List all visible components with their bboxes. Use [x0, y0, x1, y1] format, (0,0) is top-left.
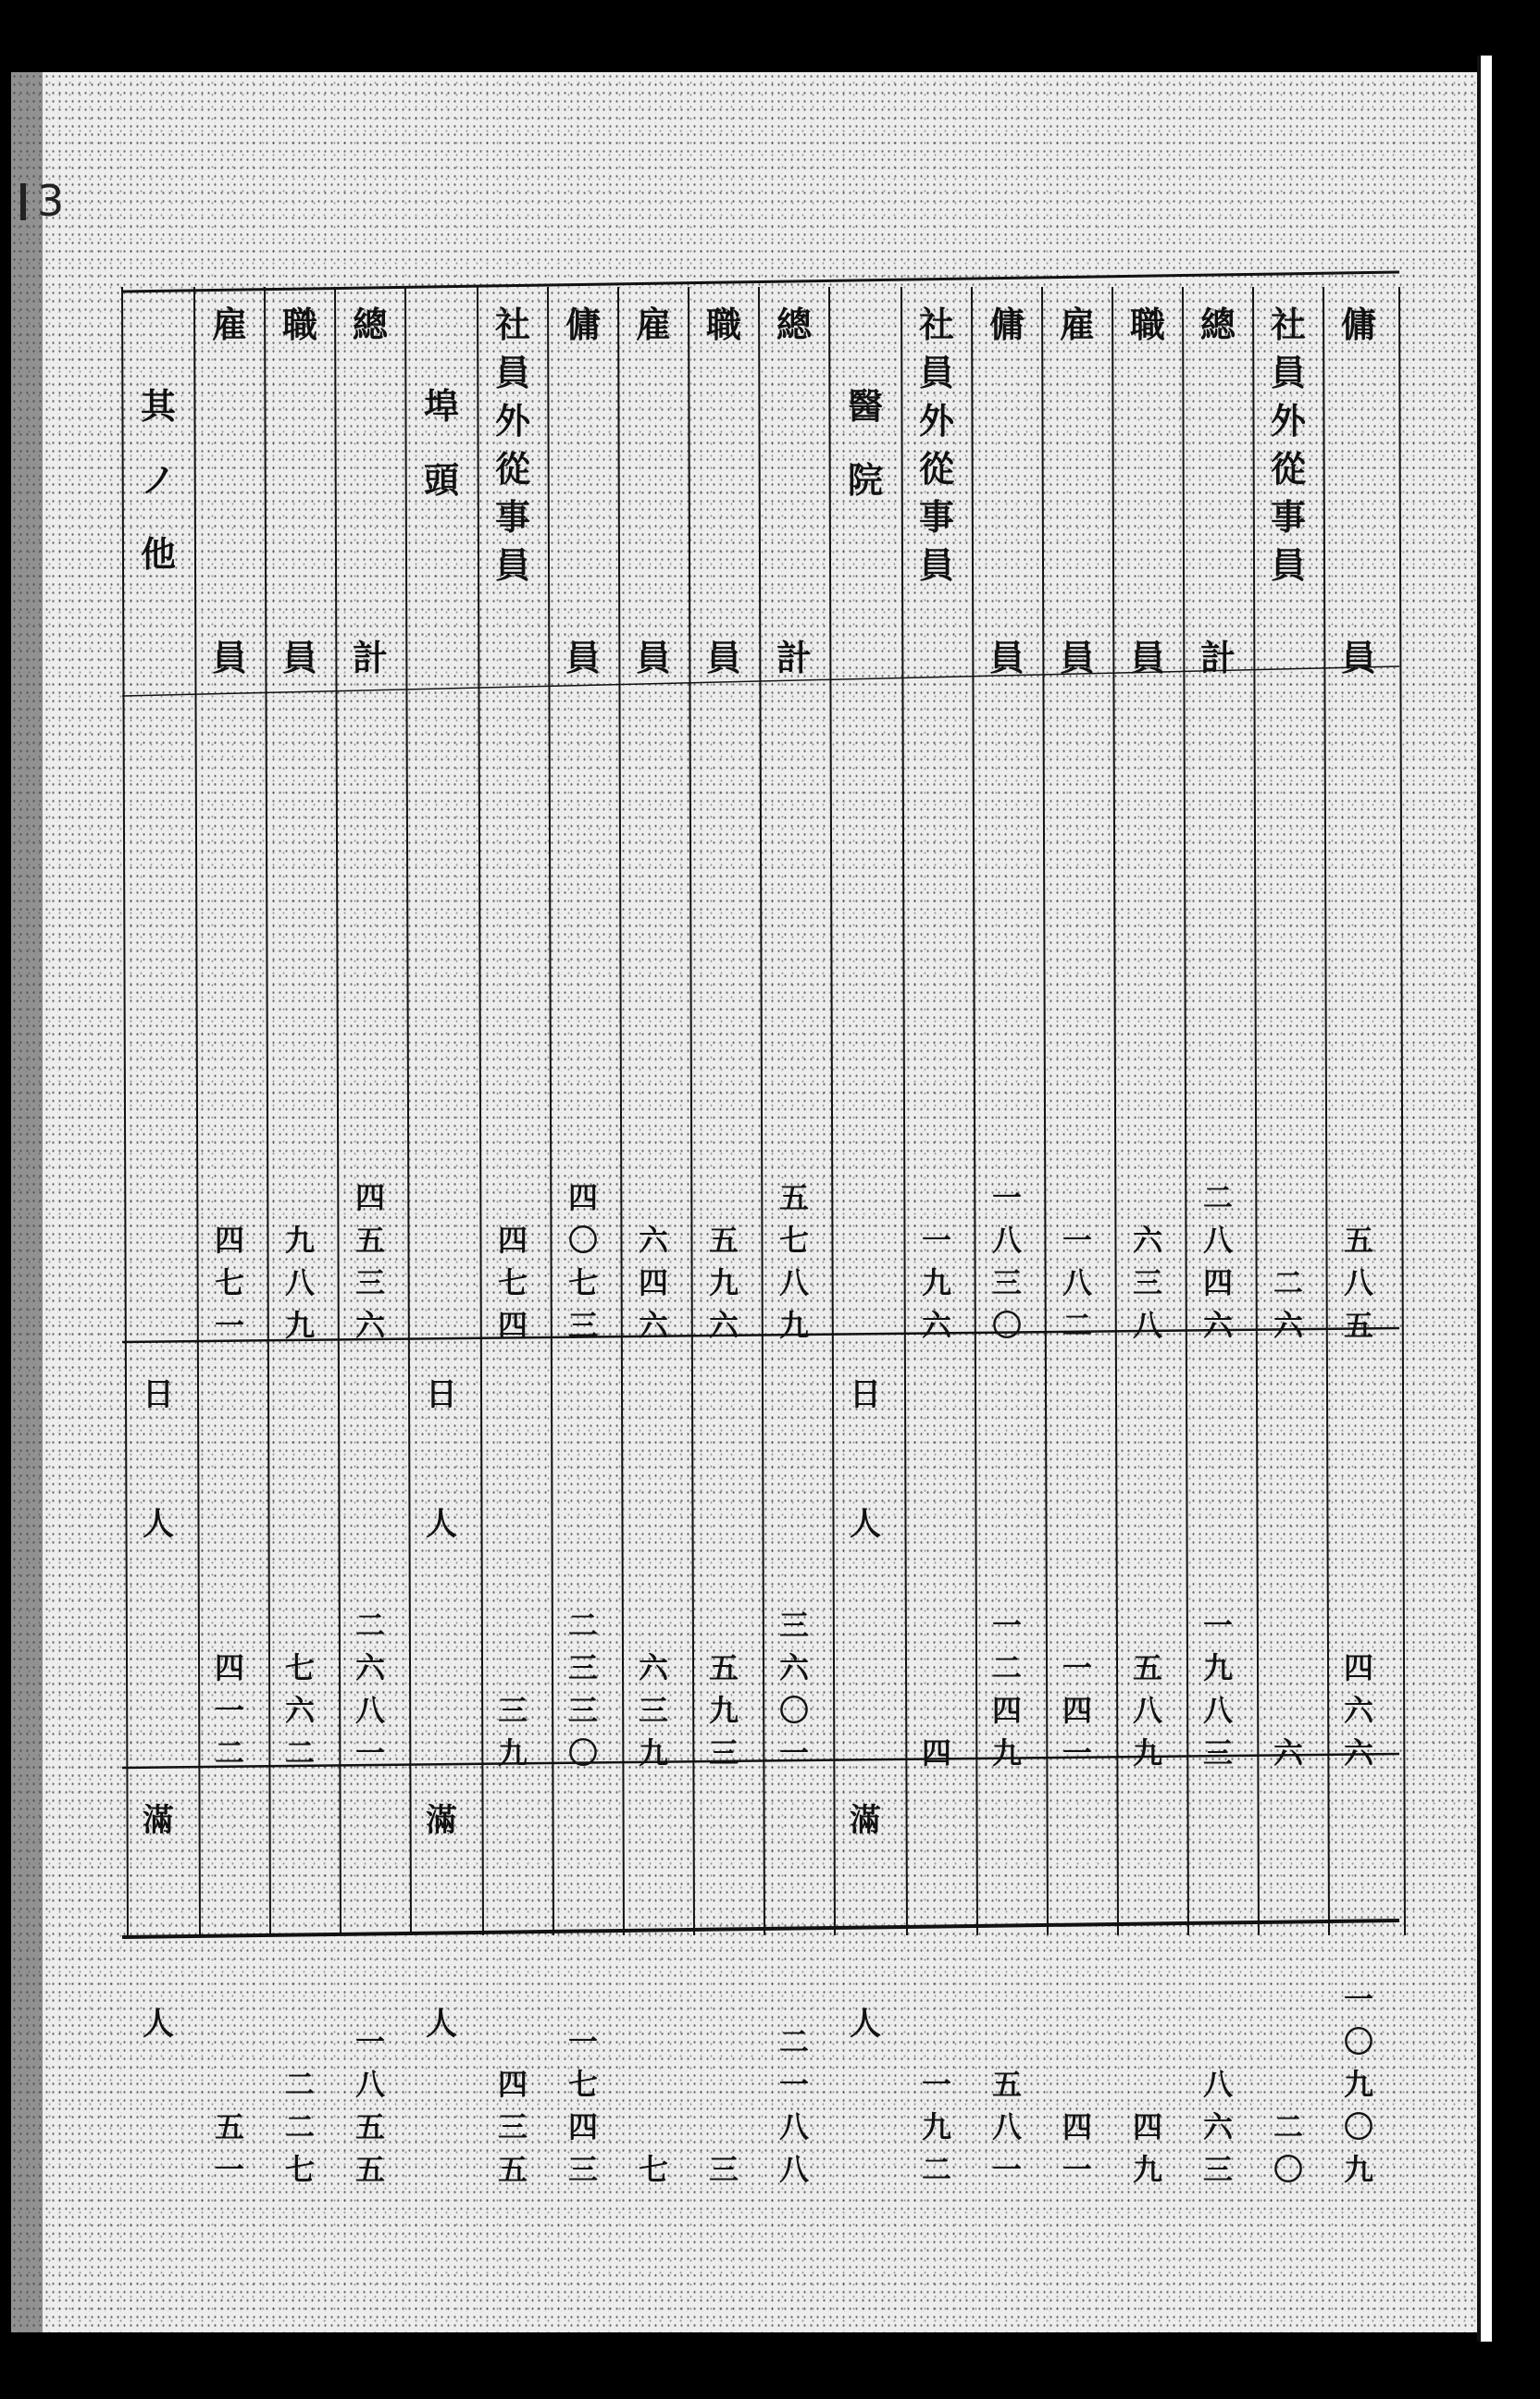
char: 滿 [143, 1802, 174, 1839]
table-cell [1323, 1782, 1394, 2203]
char: 日 [426, 1376, 457, 1413]
char: 雇 [635, 304, 671, 345]
char: 六 [638, 1223, 668, 1258]
page-edge-shadow [11, 72, 43, 2332]
char: 一 [1062, 1223, 1092, 1258]
table-cell [265, 1782, 335, 2203]
char: 六 [1202, 1308, 1233, 1343]
char: 員 [705, 637, 741, 678]
char: 六 [1343, 1693, 1373, 1728]
char: 一 [1343, 1982, 1373, 2017]
char: 〇 [991, 1308, 1022, 1343]
char: 〇 [567, 1735, 598, 1771]
char: 人 [850, 2006, 881, 2043]
table-column [972, 268, 1042, 2187]
char: 四 [567, 2109, 598, 2144]
char: 三 [567, 2152, 598, 2187]
column-header [689, 268, 759, 694]
char: 五 [214, 2109, 244, 2144]
char: 社 [1270, 304, 1306, 345]
char: 八 [778, 2152, 809, 2187]
region-label [122, 1506, 194, 1543]
char: 二 [991, 1650, 1022, 1685]
page-number-mark [20, 183, 26, 220]
char: 五 [778, 1180, 809, 1215]
table-cell [1183, 1782, 1253, 2203]
char: 員 [281, 637, 317, 678]
char: 職 [705, 304, 741, 345]
region-label [405, 2006, 478, 2043]
char: 頭 [423, 459, 459, 501]
char: 八 [1202, 1223, 1233, 1258]
char: 人 [850, 1506, 881, 1543]
char: 一 [778, 1735, 809, 1771]
char: 三 [497, 1693, 528, 1728]
char: 人 [426, 1506, 457, 1543]
char: 八 [778, 2109, 809, 2144]
char: 四 [1132, 2109, 1162, 2144]
char: 從 [494, 448, 530, 490]
char: 八 [1062, 1265, 1092, 1300]
char: 外 [918, 400, 954, 441]
region-label [829, 1802, 901, 1839]
char: 傭 [1340, 304, 1376, 345]
char: 九 [921, 1265, 951, 1300]
char: 員 [1340, 637, 1376, 678]
char: 七 [638, 2152, 668, 2187]
char: 一 [214, 2152, 244, 2187]
char: 五 [708, 1223, 739, 1258]
char: 四 [991, 1693, 1022, 1728]
table-cell [618, 1782, 689, 2203]
char: ノ [140, 459, 176, 501]
char: 日 [143, 1376, 174, 1413]
table-cell [972, 694, 1042, 1351]
char: 一 [1062, 2152, 1092, 2187]
table-column [335, 268, 405, 2187]
char: 五 [354, 1223, 385, 1258]
char: 八 [1132, 1693, 1162, 1728]
region-label [829, 1506, 901, 1543]
char: 九 [1132, 1735, 1162, 1771]
char: 員 [918, 352, 954, 393]
char: 職 [1129, 304, 1165, 345]
char: 六 [638, 1650, 668, 1685]
char: 四 [214, 1650, 244, 1685]
table-cell [901, 1356, 972, 1777]
char: 六 [921, 1308, 951, 1343]
char: 人 [426, 2006, 457, 2043]
table-cell [548, 1782, 618, 2203]
char: 八 [354, 1693, 385, 1728]
char: 八 [1202, 2067, 1233, 2102]
char: 事 [494, 496, 530, 538]
char: 雇 [211, 304, 247, 345]
table-cell [194, 694, 265, 1351]
region-label [829, 1376, 901, 1413]
char: 員 [1129, 637, 1165, 678]
char: 計 [1199, 637, 1236, 678]
char: 四 [214, 1223, 244, 1258]
table-cell [1042, 1782, 1112, 2203]
char: 一 [354, 2024, 385, 2059]
char: 九 [921, 2109, 951, 2144]
char: 傭 [565, 304, 601, 345]
char: 一 [354, 1735, 385, 1771]
region-label [405, 1376, 478, 1413]
char: 滿 [426, 1802, 457, 1839]
table-cell [265, 694, 335, 1351]
char: 五 [354, 2152, 385, 2187]
char: 一 [1202, 1608, 1233, 1643]
char: 三 [1202, 2152, 1233, 2187]
column-header [478, 268, 548, 694]
char: 二 [1273, 2109, 1303, 2144]
char: 八 [354, 2067, 385, 2102]
char: 七 [284, 2152, 315, 2187]
page-number: 3 [37, 176, 65, 226]
table-cell [335, 1356, 405, 1777]
table-column [548, 268, 618, 2187]
char: 總 [776, 304, 812, 345]
char: 三 [567, 1693, 598, 1728]
char: 七 [567, 1265, 598, 1300]
char: 三 [638, 1693, 668, 1728]
region-label [122, 2006, 194, 2043]
char: 外 [1270, 400, 1306, 441]
char: 三 [708, 1735, 739, 1771]
char: 計 [352, 637, 388, 678]
table-cell [478, 1782, 548, 2203]
section-title [122, 385, 194, 611]
char: 九 [497, 1735, 528, 1771]
char: 九 [1343, 2067, 1373, 2102]
char: 醫 [847, 385, 883, 427]
table-cell [689, 694, 759, 1351]
region-label [405, 1802, 478, 1839]
char: 社 [918, 304, 954, 345]
region-label [829, 2006, 901, 2043]
char: 二 [284, 2067, 315, 2102]
char: 九 [778, 1308, 809, 1343]
table-cell [194, 1356, 265, 1777]
table-cell [1112, 1356, 1183, 1777]
char: 二 [1202, 1180, 1233, 1215]
char: 三 [497, 2109, 528, 2144]
char: 二 [921, 2152, 951, 2187]
table-cell [759, 1356, 829, 1777]
char: 其 [140, 385, 176, 427]
char: 員 [494, 544, 530, 586]
char: 三 [567, 1650, 598, 1685]
char: 四 [567, 1180, 598, 1215]
char: 人 [143, 1506, 174, 1543]
table-cell [1042, 1356, 1112, 1777]
table-cell [901, 1782, 972, 2203]
column-header [1183, 268, 1253, 694]
char: 九 [284, 1308, 315, 1343]
table-cell [1183, 694, 1253, 1351]
char: 四 [1202, 1265, 1233, 1300]
char: 〇 [778, 1693, 809, 1728]
table-cell [618, 694, 689, 1351]
char: 員 [635, 637, 671, 678]
char: 一 [567, 2024, 598, 2059]
char: 一 [1062, 1650, 1092, 1685]
char: 四 [354, 1180, 385, 1215]
table-column [1042, 268, 1112, 2187]
char: 一 [991, 1608, 1022, 1643]
table-cell [1183, 1356, 1253, 1777]
char: 五 [1343, 1308, 1373, 1343]
char: 五 [708, 1650, 739, 1685]
region-label [122, 1376, 194, 1413]
char: 三 [567, 1308, 598, 1343]
char: 五 [1343, 1223, 1373, 1258]
table-cell [478, 694, 548, 1351]
table-column [1253, 268, 1323, 2187]
char: 職 [281, 304, 317, 345]
char: 員 [494, 352, 530, 393]
char: 四 [1343, 1650, 1373, 1685]
column-rule [1399, 287, 1405, 1935]
char: 七 [284, 1650, 315, 1685]
region-label [122, 1802, 194, 1839]
table-cell [548, 694, 618, 1351]
char: 四 [497, 1308, 528, 1343]
char: 一 [214, 1693, 244, 1728]
table-column [1112, 268, 1183, 2187]
region-label [405, 1506, 478, 1543]
statistics-table [93, 268, 1407, 2187]
column-header [759, 268, 829, 694]
table-cell [901, 694, 972, 1351]
char: 八 [1132, 1308, 1162, 1343]
char: 員 [918, 544, 954, 586]
char: 事 [918, 496, 954, 538]
char: 六 [708, 1308, 739, 1343]
char: 三 [778, 1608, 809, 1643]
table-cell [759, 694, 829, 1351]
char: 六 [354, 1308, 385, 1343]
char: 人 [143, 2006, 174, 2043]
char: 〇 [1343, 2109, 1373, 2144]
table-cell [1112, 694, 1183, 1351]
char: 六 [1273, 1308, 1303, 1343]
column-header [1323, 268, 1394, 694]
table-cell [1253, 1782, 1323, 2203]
table-cell [265, 1356, 335, 1777]
table-cell [335, 694, 405, 1351]
column-header [1042, 268, 1112, 694]
char: 日 [850, 1376, 881, 1413]
char: 總 [1199, 304, 1236, 345]
char: 〇 [1343, 2024, 1373, 2059]
table-column [618, 268, 689, 2187]
table-cell [689, 1782, 759, 2203]
table-cell [1112, 1782, 1183, 2203]
char: 二 [354, 1608, 385, 1643]
table-cell [759, 1782, 829, 2203]
char: 五 [991, 2067, 1022, 2102]
char: 二 [1273, 1265, 1303, 1300]
column-header [1253, 268, 1323, 694]
table-cell [1253, 694, 1323, 1351]
char: 三 [1132, 1265, 1162, 1300]
char: 雇 [1059, 304, 1095, 345]
char: 四 [1062, 2109, 1092, 2144]
char: 四 [497, 1223, 528, 1258]
table-cell [1042, 694, 1112, 1351]
char: 五 [1132, 1650, 1162, 1685]
char: 計 [776, 637, 812, 678]
section-title [829, 385, 901, 537]
column-header [335, 268, 405, 694]
char: 總 [352, 304, 388, 345]
char: 三 [354, 1265, 385, 1300]
char: 七 [567, 2067, 598, 2102]
char: 六 [354, 1650, 385, 1685]
char: 三 [708, 2152, 739, 2187]
table-column [1183, 268, 1253, 2187]
table-cell [972, 1782, 1042, 2203]
char: 九 [284, 1223, 315, 1258]
column-header [194, 268, 265, 694]
table-cell [1253, 1356, 1323, 1777]
char: 社 [494, 304, 530, 345]
column-header [901, 268, 972, 694]
table-cell [972, 1356, 1042, 1777]
char: 滿 [850, 1802, 881, 1839]
char: 員 [1059, 637, 1095, 678]
char: 九 [1202, 1650, 1233, 1685]
char: 二 [567, 1608, 598, 1643]
column-header [548, 268, 618, 694]
char: 他 [140, 533, 176, 575]
char: 五 [497, 2152, 528, 2187]
char: 員 [988, 637, 1025, 678]
char: 八 [1202, 1693, 1233, 1728]
column-header [618, 268, 689, 694]
char: 九 [708, 1265, 739, 1300]
column-header [265, 268, 335, 694]
char: 六 [284, 1693, 315, 1728]
char: 八 [991, 2109, 1022, 2144]
char: 八 [778, 1265, 809, 1300]
char: 埠 [423, 385, 459, 427]
char: 四 [638, 1265, 668, 1300]
char: 四 [1062, 1693, 1092, 1728]
char: 三 [991, 1265, 1022, 1300]
table-column [901, 268, 972, 2187]
table-cell [194, 1782, 265, 2203]
char: 九 [1132, 2152, 1162, 2187]
char: 九 [991, 1735, 1022, 1771]
char: 從 [1270, 448, 1306, 490]
char: 五 [354, 2109, 385, 2144]
char: 員 [1270, 544, 1306, 586]
column-header [1112, 268, 1183, 694]
char: 六 [778, 1650, 809, 1685]
table-column [1323, 268, 1394, 2187]
char: 四 [497, 2067, 528, 2102]
char: 三 [1202, 1735, 1233, 1771]
table-cell [548, 1356, 618, 1777]
char: 從 [918, 448, 954, 490]
char: 二 [284, 2109, 315, 2144]
column-header [972, 268, 1042, 694]
char: 六 [1202, 2109, 1233, 2144]
section-title [405, 385, 478, 537]
char: 傭 [988, 304, 1025, 345]
char: 六 [638, 1308, 668, 1343]
char: 一 [921, 1223, 951, 1258]
char: 一 [214, 1308, 244, 1343]
table-column [689, 268, 759, 2187]
table-cell [335, 1782, 405, 2203]
char: 六 [1273, 1735, 1303, 1771]
char: 一 [778, 2067, 809, 2102]
char: 事 [1270, 496, 1306, 538]
char: 員 [565, 637, 601, 678]
char: 七 [497, 1265, 528, 1300]
char: 〇 [1273, 2152, 1303, 2187]
char: 一 [991, 1180, 1022, 1215]
char: 九 [708, 1693, 739, 1728]
char: 七 [214, 1265, 244, 1300]
char: 外 [494, 400, 530, 441]
char: 院 [847, 459, 883, 501]
char: 七 [778, 1223, 809, 1258]
char: 員 [1270, 352, 1306, 393]
table-cell [689, 1356, 759, 1777]
char: 九 [638, 1735, 668, 1771]
table-cell [1323, 694, 1394, 1351]
char: 員 [211, 637, 247, 678]
char: 六 [1132, 1223, 1162, 1258]
char: 〇 [567, 1223, 598, 1258]
char: 二 [214, 1735, 244, 1771]
char: 八 [991, 1223, 1022, 1258]
table-column [478, 268, 548, 2187]
char: 一 [991, 2152, 1022, 2187]
char: 九 [1343, 2152, 1373, 2187]
char: 二 [284, 1735, 315, 1771]
table-column [265, 268, 335, 2187]
char: 二 [1062, 1308, 1092, 1343]
char: 四 [921, 1735, 951, 1771]
char: 六 [1343, 1735, 1373, 1771]
table-column [194, 268, 265, 2187]
table-cell [478, 1356, 548, 1777]
table-cell [618, 1356, 689, 1777]
char: 二 [778, 2024, 809, 2059]
table-cell [1323, 1356, 1394, 1777]
adjacent-page-edge [1477, 56, 1492, 2342]
char: 八 [1343, 1265, 1373, 1300]
char: 一 [1062, 1735, 1092, 1771]
char: 一 [921, 2067, 951, 2102]
char: 八 [284, 1265, 315, 1300]
table-column [759, 268, 829, 2187]
